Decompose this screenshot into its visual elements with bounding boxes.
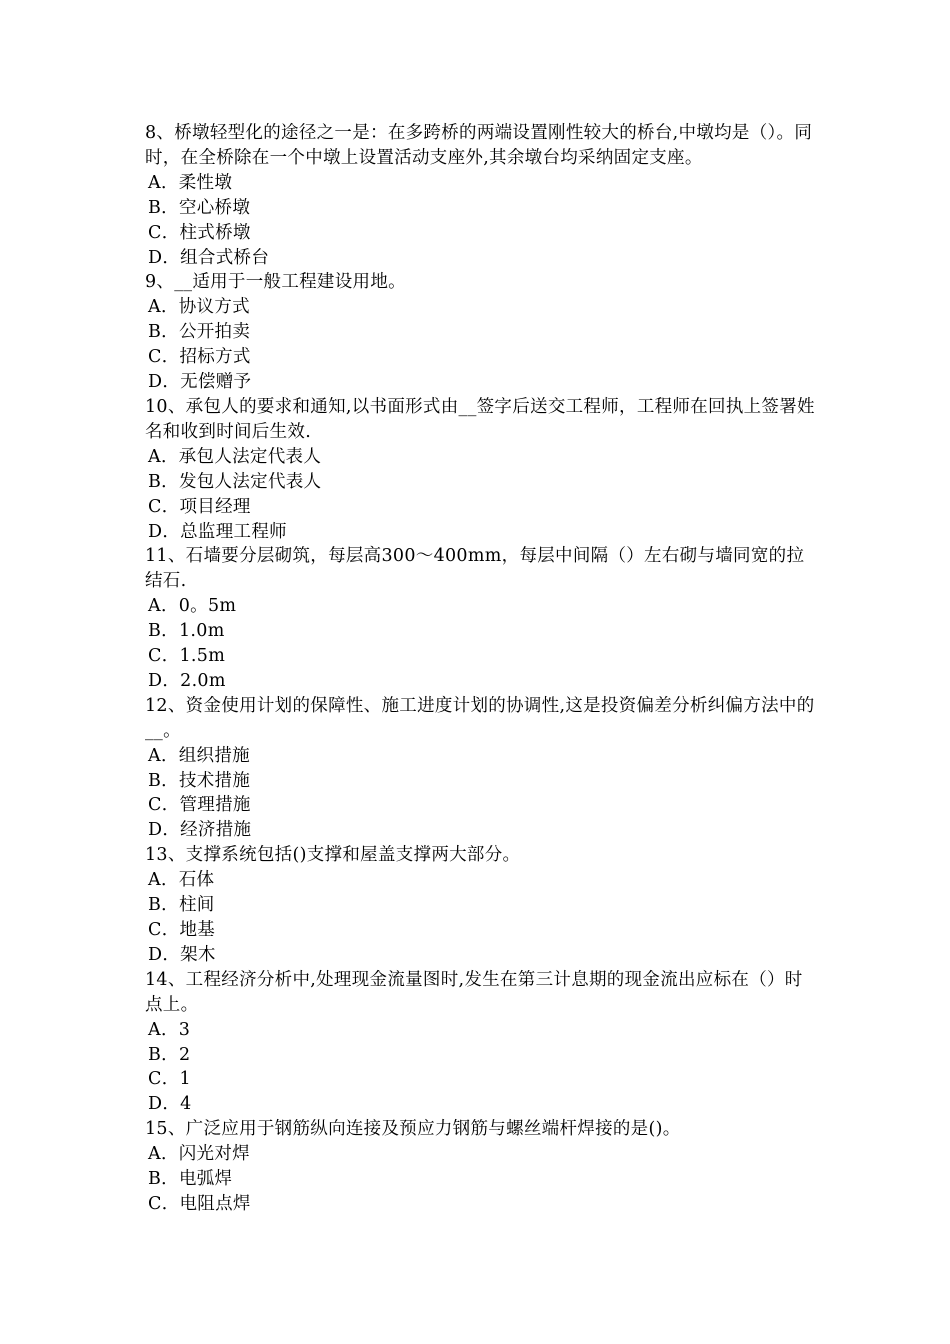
option-c: C．招标方式 [148,347,251,368]
question-stem: 13、支撑系统包括()支撑和屋盖支撑两大部分。 [145,845,521,866]
option-b: B．发包人法定代表人 [148,471,322,492]
option-b: B．2 [148,1044,191,1065]
option-c: C．地基 [148,920,216,940]
option-a: A．3 [148,1019,191,1040]
question-stem: 11、石墙要分层砌筑，每层高300～400mm，每层中间隔（）左右砌与墙同宽的拉结石. [145,546,805,592]
question-11 [145,544,815,693]
option-b: B．公开拍卖 [148,322,251,343]
option-a: A．0。5m [148,596,237,617]
option-d: D．组合式桥台 [148,247,270,268]
question-12 [145,694,815,843]
option-d: D．经济措施 [148,820,252,841]
question-15 [145,1117,815,1217]
question-stem: 12、资金使用计划的保障性、施工进度计划的协调性,这是投资偏差分析纠偏方法中的__。 [145,695,815,741]
question-stem: 8、桥墩轻型化的途径之一是：在多跨桥的两端设置刚性较大的桥台,中墩均是（）。同时，在全桥除在一个中墩上设置活动支座外,其余墩台均采纳固定支座。 [145,123,813,168]
option-c: C．1.5m [148,646,226,667]
option-a: A．承包人法定代表人 [148,446,322,467]
question-stem: 9、__适用于一般工程建设用地。 [145,272,406,293]
question-stem: 10、承包人的要求和通知,以书面形式由__签字后送交工程师，工程师在回执上签署姓名和收到时间后生效. [145,396,815,442]
option-d: D．架木 [148,944,216,965]
option-a: A．组织措施 [148,745,250,766]
question-10 [145,395,815,544]
question-stem: 14、工程经济分析中,处理现金流量图时,发生在第三计息期的现金流出应标在（）时点上。 [145,969,803,1015]
option-d: D．总监理工程师 [148,521,287,542]
option-a: A．柔性墩 [148,172,233,193]
question-stem: 15、广泛应用于钢筋纵向连接及预应力钢筋与螺丝端杆焊接的是()。 [145,1119,681,1140]
option-d: D．无偿赠予 [148,372,252,393]
question-14 [145,968,815,1117]
question-8 [145,121,815,270]
option-c: C．1 [148,1069,191,1090]
option-a: A．石体 [148,870,215,891]
option-b: B．1.0m [148,621,225,642]
question-13 [145,843,815,968]
option-c: C．柱式桥墩 [148,222,251,243]
document-page [145,121,815,1217]
option-d: D．2.0m [148,670,226,691]
question-9 [145,270,815,395]
option-a: A．协议方式 [148,297,250,318]
option-c: C．项目经理 [148,496,251,517]
option-b: B．空心桥墩 [148,197,251,218]
option-a: A．闪光对焊 [148,1144,250,1165]
option-c: C．管理措施 [148,795,251,816]
option-b: B．柱间 [148,895,215,916]
option-c: C．电阻点焊 [148,1193,251,1214]
option-b: B．电弧焊 [148,1169,233,1190]
option-d: D．4 [148,1094,192,1115]
option-b: B．技术措施 [148,770,251,791]
